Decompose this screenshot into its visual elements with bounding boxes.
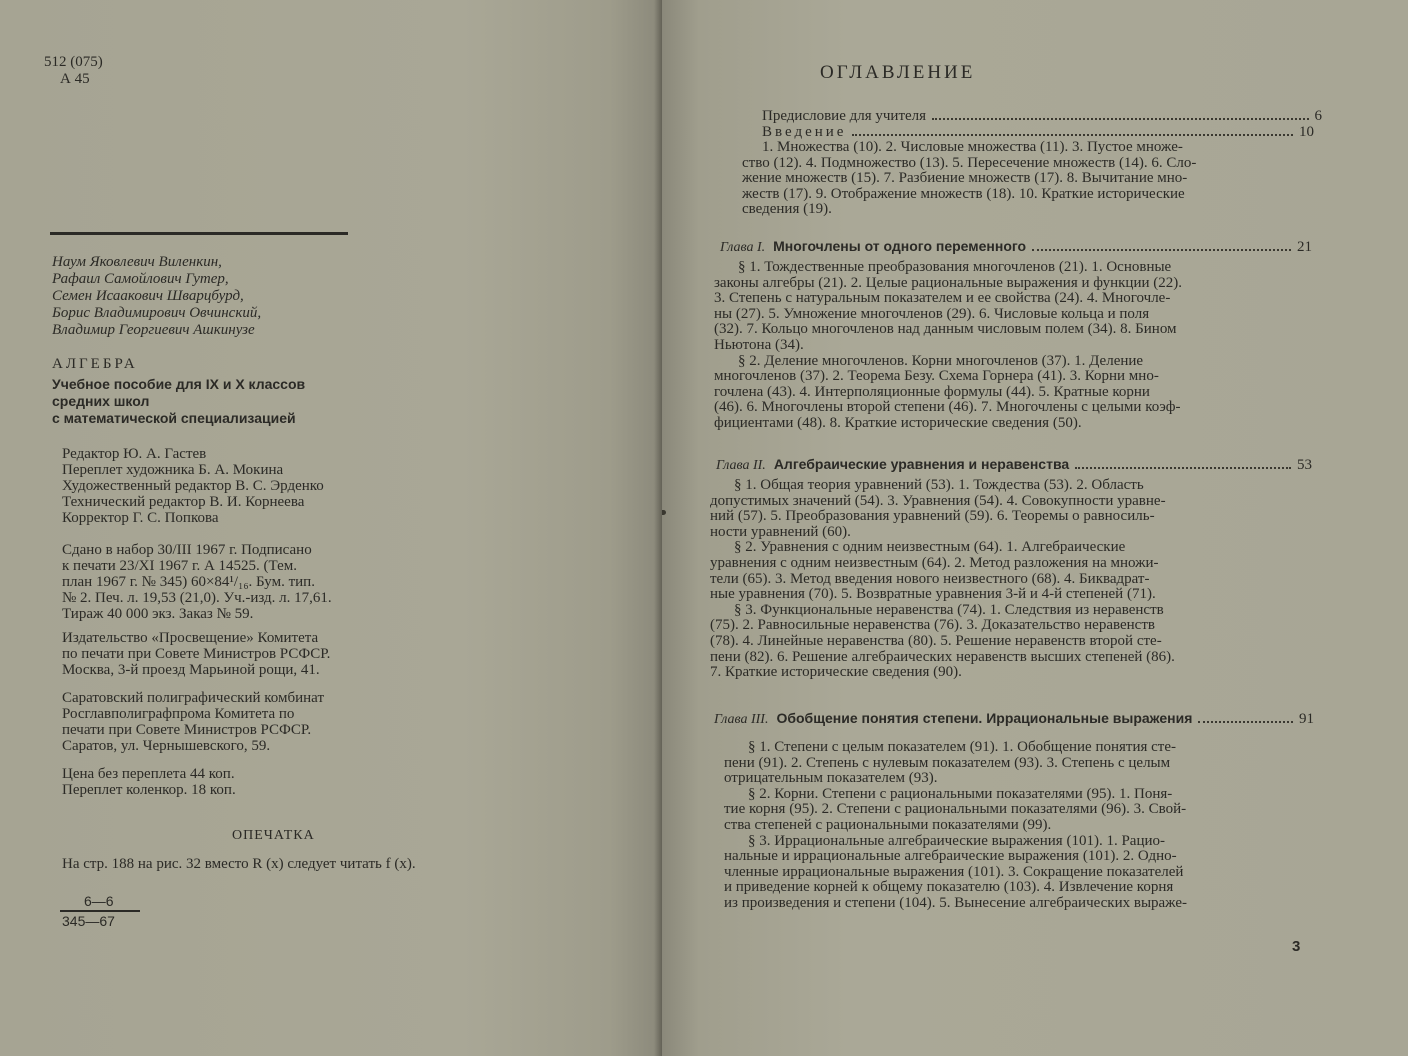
contents-line: отрицательным показателем (93). <box>724 770 938 787</box>
printing-line: к печати 23/XI 1967 г. А 14525. (Тем. <box>62 558 298 574</box>
library-code: А 45 <box>60 71 90 87</box>
contents-line: жение множеств (15). 7. Разбиение множеств (17). 8. Вычитание мно- <box>742 170 1188 187</box>
contents-line: пени (91). 2. Степень с нулевым показателем (93). 3. Степень с целым <box>724 754 1171 771</box>
contents-line: ство (12). 4. Подмножество (13). 5. Пересечение множеств (14). 6. Сло- <box>742 154 1197 171</box>
contents-line: из произведения и степени (104). 5. Вынесение алгебраических выраже- <box>724 894 1188 911</box>
chapter-page: 91 <box>1299 711 1314 727</box>
contents-line: тели (65). 3. Метод введения нового неизвестного (68). 4. Биквадрат- <box>710 570 1150 587</box>
left-page <box>0 0 662 1056</box>
credit-line: Художественный редактор В. С. Эрденко <box>62 478 324 494</box>
printer-line: Саратов, ул. Чернышевского, 59. <box>62 738 271 754</box>
contents-line: ний (57). 5. Преобразования уравнений (59). 6. Теоремы о равносиль- <box>710 508 1155 525</box>
toc-entry-page: 10 <box>1299 124 1314 140</box>
publisher-line: Москва, 3-й проезд Марьиной рощи, 41. <box>62 662 320 678</box>
printer-line: печати при Совете Министров РСФСР. <box>62 722 312 738</box>
price-block <box>62 766 236 798</box>
errata-title: ОПЕЧАТКА <box>232 828 315 843</box>
contents-line: § 2. Уравнения с одним неизвестным (64). 1. Алгебраические <box>734 539 1126 556</box>
contents-line: § 1. Тождественные преобразования многочленов (21). 1. Основные <box>738 259 1172 275</box>
contents-line: членные иррациональные выражения (101). 3. Сокращение показателей <box>724 863 1184 880</box>
chapter-2-heading[interactable] <box>716 456 1312 474</box>
credit-line: Переплет художника Б. А. Мокина <box>62 462 284 478</box>
printing-line: № 2. Печ. л. 19,53 (21,0). Уч.-изд. л. 17,61. <box>62 590 332 606</box>
contents-line: ные уравнения (70). 5. Возвратные уравнения 3-й и 4-й степеней (71). <box>710 586 1156 603</box>
chapter-number: Глава I. <box>720 240 766 255</box>
chapter-number: Глава III. <box>714 712 769 727</box>
toc-heading: ОГЛАВЛЕНИЕ <box>820 62 976 83</box>
contents-line: § 1. Степени с целым показателем (91). 1. Обобщение понятия сте- <box>748 739 1177 755</box>
contents-line: ны (27). 5. Умножение многочленов (29). 6. Числовые кольца и поля <box>714 305 1150 322</box>
printer-block <box>62 690 324 754</box>
author: Владимир Георгиевич Ашкинузе <box>52 322 255 338</box>
contents-line: § 3. Функциональные неравенства (74). 1. Следствия из неравенств <box>734 601 1164 618</box>
chapter-3-heading[interactable] <box>714 710 1314 728</box>
contents-line: Ньютона (34). <box>714 336 804 353</box>
code-fraction-rule <box>60 910 140 912</box>
divider-rule <box>50 232 348 235</box>
publisher-block <box>62 630 330 678</box>
chapter-1-heading[interactable] <box>720 238 1312 256</box>
printing-line: Тираж 40 000 экз. Заказ № 59. <box>62 606 254 622</box>
leader-dots <box>1198 721 1293 723</box>
right-page <box>662 0 1408 1056</box>
printing-line: план 1967 г. № 345) 60×84¹/₁₆. Бум. тип. <box>62 574 315 590</box>
contents-line: (78). 4. Линейные неравенства (80). 5. Решение неравенств второй сте- <box>710 632 1162 649</box>
printer-line: Росглавполиграфпрома Комитета по <box>62 706 295 722</box>
contents-line: уравнения с одним неизвестным (64). 2. Метод разложения на множи- <box>710 554 1159 571</box>
book-title: АЛГЕБРА <box>52 356 138 372</box>
contents-line: § 2. Деление многочленов. Корни многочленов (37). 1. Деление <box>738 352 1144 369</box>
contents-line: пени (82). 6. Решение алгебраических неравенств высших степеней (86). <box>710 648 1175 665</box>
code-numerator: 6—6 <box>84 893 114 909</box>
contents-line: 1. Множества (10). 2. Числовые множества (11). 3. Пустое множе- <box>762 139 1183 155</box>
author: Рафаил Самойлович Гутер, <box>52 271 229 287</box>
contents-line: нальные и иррациональные алгебраические выражения (101). 2. Одно- <box>724 848 1177 865</box>
authors-list <box>52 254 261 339</box>
toc-entry-page: 6 <box>1314 108 1322 124</box>
printer-line: Саратовский полиграфический комбинат <box>62 690 325 706</box>
credit-line: Редактор Ю. А. Гастев <box>62 446 207 462</box>
contents-line: сведения (19). <box>742 201 832 218</box>
credit-line: Технический редактор В. И. Корнеева <box>62 494 305 510</box>
toc-entry-label: Предисловие для учителя <box>762 108 927 124</box>
chapter-title: Многочлены от одного переменного <box>773 238 1027 254</box>
contents-line: фициентами (48). 8. Краткие исторические сведения (50). <box>714 414 1082 431</box>
price-line: Цена без переплета 44 коп. <box>62 766 235 782</box>
author: Борис Владимирович Овчинский, <box>52 305 262 321</box>
leader-dots <box>1075 467 1291 469</box>
contents-line: 7. Краткие исторические сведения (90). <box>710 664 962 681</box>
chapter-title: Обобщение понятия степени. Иррациональные выражения <box>776 710 1193 726</box>
chapter-title: Алгебраические уравнения и неравенства <box>773 456 1070 472</box>
contents-line: § 1. Общая теория уравнений (53). 1. Тождества (53). 2. Область <box>734 477 1144 493</box>
paper-speck <box>662 510 666 515</box>
credit-line: Корректор Г. С. Попкова <box>62 510 219 526</box>
printing-block <box>62 542 332 622</box>
chapter-2-contents <box>710 478 1290 681</box>
chapter-3-contents <box>724 740 1294 912</box>
page-number: 3 <box>1292 938 1301 955</box>
subtitle-line: Учебное пособие для IX и X классов <box>52 376 306 392</box>
contents-line: допустимых значений (54). 3. Уравнения (54). 4. Совокупности уравне- <box>710 492 1166 509</box>
credits-block <box>62 446 324 526</box>
contents-line: § 2. Корни. Степени с рациональными показателями (95). 1. Поня- <box>748 785 1173 802</box>
printing-line: Сдано в набор 30/III 1967 г. Подписано <box>62 542 312 558</box>
intro-contents <box>742 140 1312 218</box>
price-line: Переплет коленкор. 18 коп. <box>62 782 236 798</box>
contents-line: (32). 7. Кольцо многочленов над данным числовым полем (34). 8. Бином <box>714 321 1177 338</box>
toc-entry-preface[interactable] <box>762 108 1322 125</box>
contents-line: тие корня (95). 2. Степени с рациональными показателями (96). 3. Свой- <box>724 801 1187 818</box>
contents-line: законы алгебры (21). 2. Целые рациональные выражения и функции (22). <box>714 274 1182 291</box>
contents-line: ства степеней с рациональными показателями (99). <box>724 816 1052 833</box>
book-subtitle <box>52 376 305 427</box>
chapter-1-contents <box>714 260 1294 432</box>
author: Семен Исаакович Шварцбурд, <box>52 288 244 304</box>
contents-line: жеств (17). 9. Отображение множеств (18). 10. Краткие исторические <box>742 185 1185 202</box>
leader-dots <box>1032 249 1291 251</box>
code-denominator: 345—67 <box>62 913 115 929</box>
contents-line: § 3. Иррациональные алгебраические выражения (101). 1. Рацио- <box>748 832 1165 849</box>
publisher-line: Издательство «Просвещение» Комитета <box>62 630 319 646</box>
toc-entry-label: Введение <box>762 124 847 140</box>
contents-line: ности уравнений (60). <box>710 523 851 540</box>
subtitle-line: с математической специализацией <box>52 410 296 426</box>
contents-line: 3. Степень с натуральным показателем и ее свойства (24). 4. Многочле- <box>714 290 1171 307</box>
contents-line: многочленов (37). 2. Теорема Безу. Схема Горнера (41). 3. Корни мно- <box>714 368 1159 385</box>
contents-line: (75). 2. Равносильные неравенства (76). 3. Доказательство неравенств <box>710 617 1155 634</box>
leader-dots <box>932 118 1308 120</box>
chapter-page: 53 <box>1297 457 1312 473</box>
subtitle-line: средних школ <box>52 393 150 409</box>
author: Наум Яковлевич Виленкин, <box>52 254 222 270</box>
contents-line: гочлена (43). 4. Интерполяционные формулы (44). 5. Кратные корни <box>714 383 1150 400</box>
contents-line: и приведение корней к общему показателю (103). 4. Извлечение корня <box>724 879 1174 896</box>
udk-code: 512 (075) <box>44 54 103 70</box>
chapter-page: 21 <box>1297 239 1312 255</box>
chapter-number: Глава II. <box>716 458 766 473</box>
leader-dots <box>852 134 1293 136</box>
contents-line: (46). 6. Многочлены второй степени (46). 7. Многочлены с целыми коэф- <box>714 399 1181 416</box>
errata-text: На стр. 188 на рис. 32 вместо R (x) следует читать f (x). <box>62 856 416 872</box>
publisher-line: по печати при Совете Министров РСФСР. <box>62 646 331 662</box>
